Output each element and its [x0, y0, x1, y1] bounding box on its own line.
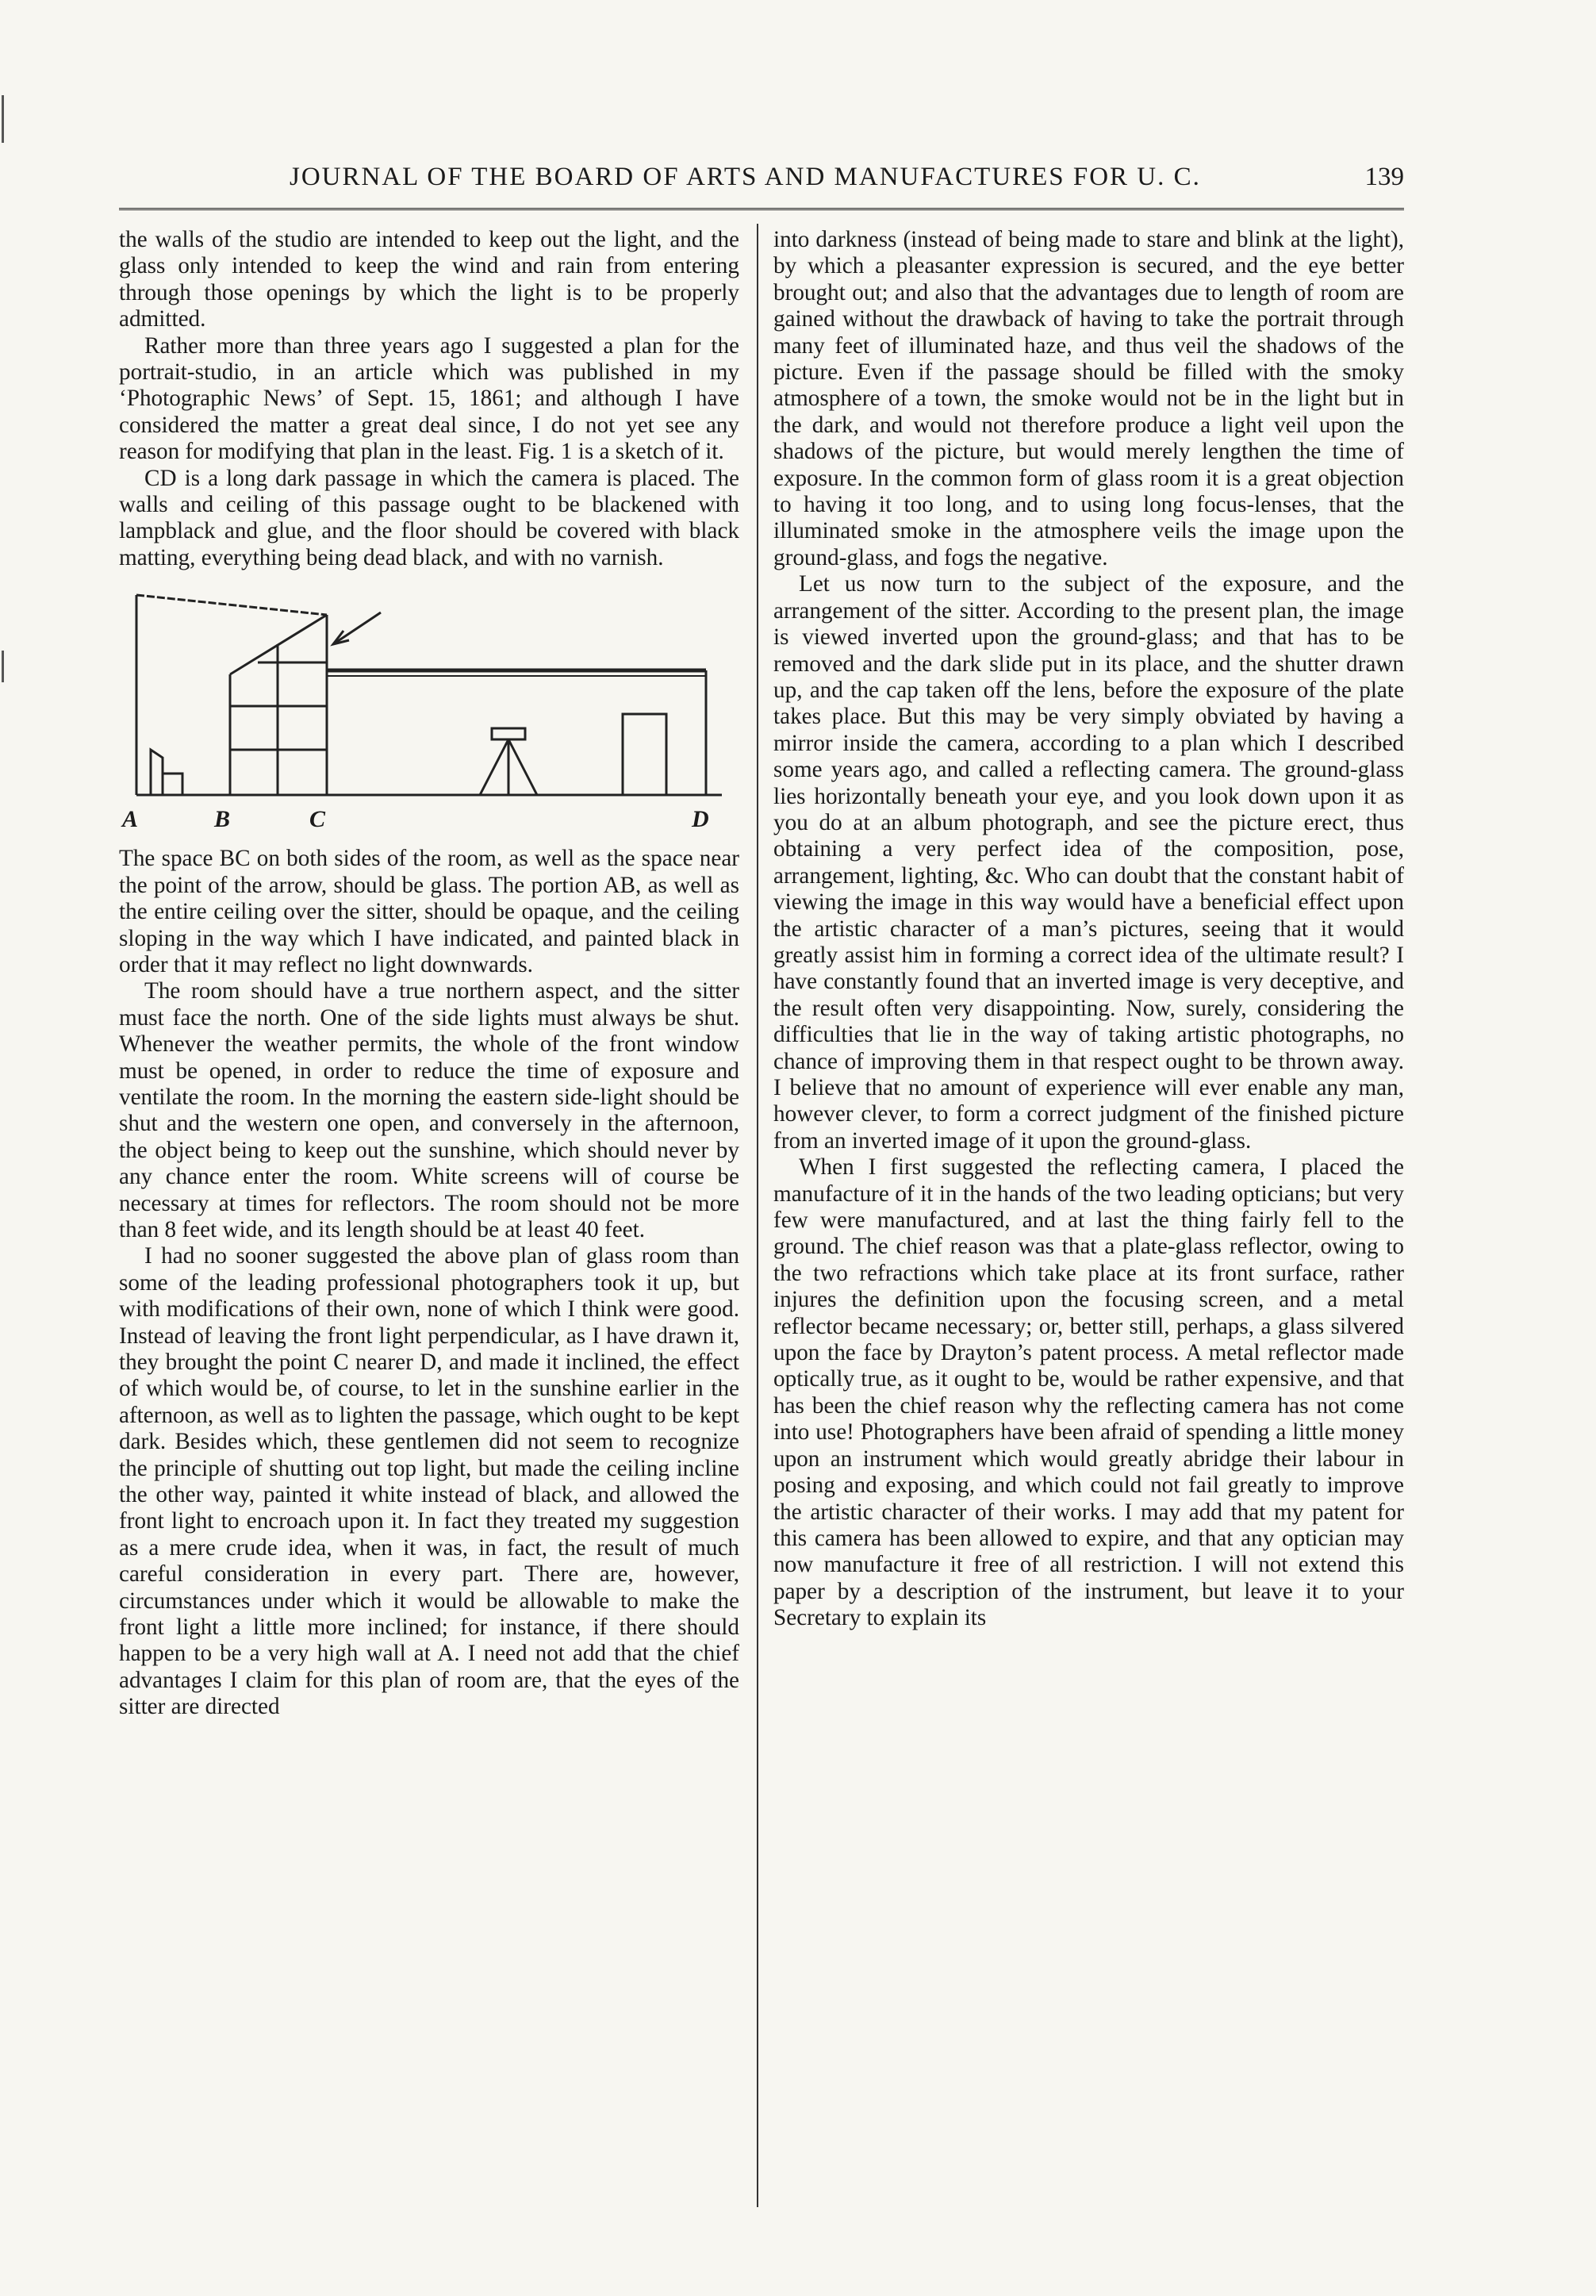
page-number: 139 — [1364, 163, 1404, 191]
studio-plan-figure — [119, 587, 739, 843]
studio-plan-sketch — [119, 587, 739, 809]
paragraph: The room should have a true northern aspect, and the sitter must face the north. One of the side lights must always be shut. Whenever the weather permits, the whole of the front window must be opened, in order to reduce the time of exposure and ventilate the room. In the morning the eastern side-light should be shut and the western one open, and conversely in the afternoon, the object being to keep out the sunshine, which should never by any chance enter the room. White screens will of course be necessary at times for reflectors. The room should not be more than 8 feet wide, and its length should be at least 40 feet. — [119, 978, 739, 1242]
figure-label-d: D — [692, 806, 709, 833]
paragraph: the walls of the studio are intended to keep out the light, and the glass only intended to keep the wind and rain from entering through those openings by which the light is to be properly admitted. — [119, 227, 739, 332]
paragraph: CD is a long dark passage in which the camera is placed. The walls and ceiling of this passage ought to be blackened with lampblack and glue, and the floor should be covered with black matting, everything being dead black, and with no varnish. — [119, 465, 739, 570]
paragraph: When I first suggested the reflecting camera, I placed the manufacture of it in the hands of the two leading opticians; but very few were manufactured, and at last the thing fairly fell to the ground. The chief reason was that a plate-glass reflector, owing to the two refractions which take place at its front surface, rather injures the definition upon the focusing screen, and a metal reflector became necessary; or, better still, perhaps, a glass silvered upon the face by Drayton’s patent process. A metal reflector made optically true, as it ought to be, would be rather expensive, and that has been the chief reason why the reflecting camera has not come into use! Photographers have been afraid of spending a little money upon an instrument which would greatly abridge their labour in posing and exposing, and which could not fail greatly to improve the artistic character of their works. I may add that my patent for this camera has been allowed to expire, and that any optician may now manufacture it free of all restriction. I will not extend this paper by a description of the instrument, but leave it to your Secretary to explain its — [773, 1154, 1404, 1631]
scan-edge-mark — [2, 95, 4, 143]
paragraph: I had no sooner suggested the above plan of glass room than some of the leading professional photographers took it up, but with modifications of their own, none of which I think were good. Instead of leaving the front light perpendicular, as I have drawn it, they brought the point C nearer D, and made it inclined, the effect of which would be, of course, to let in the sunshine earlier in the afternoon, as well as to lighten the passage, which ought to be kept dark. Besides which, these gentlemen did not seem to recognize the principle of shutting out top light, but made the ceiling incline the other way, painted it white instead of black, and allowed the front light to encroach upon it. In fact they treated my suggestion as a mere crude idea, when it was, in fact, the result of much careful consideration in every part. There are, however, circumstances under which it would be allowable to make the front light a little more inclined; for instance, if there should happen to be a very high wall at A. I need not add that the chief advantages I claim for this plan of room are, that the eyes of the sitter are directed — [119, 1243, 739, 1720]
paragraph: The space BC on both sides of the room, as well as the space near the point of the arrow, should be glass. The portion AB, as well as the entire ceiling over the sitter, should be opaque, and the ceiling sloping in the way which I have indicated, and painted black in order that it may reflect no light downwards. — [119, 846, 739, 977]
paragraph: Rather more than three years ago I suggested a plan for the portrait-studio, in an article which was published in my ‘Photographic News’ of Sept. 15, 1861; and although I have considered the matter a great deal since, I do not yet see any reason for modifying that plan in the least. Fig. 1 is a sketch of it. — [119, 332, 739, 465]
left-column — [119, 227, 739, 1721]
scan-edge-mark — [2, 651, 4, 682]
figure-label-a: A — [122, 806, 139, 833]
figure-label-c: C — [309, 806, 326, 833]
paragraph: into darkness (instead of being made to stare and blink at the light), by which a pleasanter expression is secured, and the eye better brought out; and also that the advantages due to length of room are gained without the drawback of having to take the portrait through many feet of illuminated haze, and thus veil the shadows of the picture. Even if the passage should be filled with the smoky atmosphere of a town, the smoke would not be in the light but in the dark, and would not therefore produce a light veil upon the shadows of the picture, but would merely lengthen the time of exposure. In the common form of glass room it is a great objection to having it too long, and to using long focus-lenses, that the illuminated smoke in the atmosphere veils the image upon the ground-glass, and fogs the negative. — [773, 227, 1404, 570]
paragraph: Let us now turn to the subject of the exposure, and the arrangement of the sitter. According to the present plan, the image is viewed inverted upon the ground-glass; and that has to be removed and the dark slide put in its place, and the shutter drawn up, and the cap taken off the lens, before the exposure of the plate takes place. But this may be very simply obviated by having a mirror inside the camera, according to a plan which I described some years ago, and called a reflecting camera. The ground-glass lies horizontally beneath your eye, and you look down upon it as you do at an album photograph, and see the picture erect, thus obtaining a very perfect idea of the composition, pose, arrangement, lighting, &c. Who can doubt that the constant habit of viewing the image in this way would have a beneficial effect upon the artistic character of a man’s pictures, seeing that it would greatly assist him in forming a correct idea of the ultimate result? I have constantly found that an inverted image is very deceptive, and the result often very disappointing. Now, surely, considering the difficulties that lie in the way of taking artistic photographs, no chance of improving them in that respect ought to be thrown away. I believe that no amount of experience will ever enable any man, however clever, to form a correct judgment of the finished picture from an inverted image of it upon the ground-glass. — [773, 571, 1404, 1154]
header-rule — [119, 208, 1404, 210]
right-column — [773, 227, 1404, 1632]
column-divider — [757, 224, 758, 2207]
journal-title: JOURNAL OF THE BOARD OF ARTS AND MANUFACTURES FOR U. C. — [290, 163, 1201, 191]
figure-label-b: B — [214, 806, 231, 833]
figure-labels — [119, 806, 739, 838]
